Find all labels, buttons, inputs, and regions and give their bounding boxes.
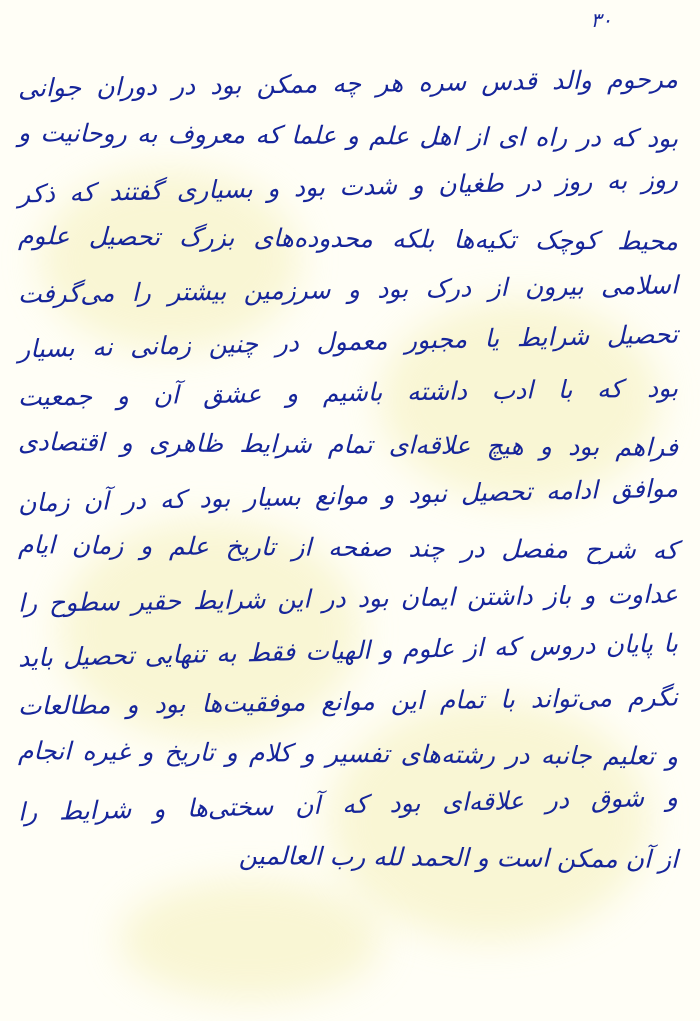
text-line: با پایان دروس که از علوم و الهیات فقط به تنهایی تحصیل باید xyxy=(17,628,679,673)
paper-stain xyxy=(120,880,380,1000)
page-number: ۳۰ xyxy=(590,8,612,32)
text-line: بود که در راه ای از اهل علم و علما که معروف به روحانیت و xyxy=(17,117,679,153)
text-line: از آن ممکن است و الحمد لله رب العالمین xyxy=(238,840,679,874)
text-line: و شوق در علاقه‌ای بود که آن سختی‌ها و شرایط را xyxy=(17,782,679,827)
text-line: تحصیل شرایط یا مجبور معمول در چنین زمانی نه بسیار xyxy=(17,319,679,364)
text-line: روز به روز در طغیان و شدت بود و بسیاری گفتند که ذکر xyxy=(17,164,679,209)
text-line: مرحوم والد قدس سره هر چه ممکن بود در دوران جوانی xyxy=(17,64,679,103)
text-line: محیط کوچک تکیه‌ها بلکه محدوده‌های بزرگ تحصیل علوم xyxy=(17,220,679,256)
text-line: که شرح مفصل در چند صفحه از تاریخ علم و زمان ایام xyxy=(17,529,679,565)
text-line: اسلامی بیرون از درک بود و سرزمین بیشتر را می‌گرفت xyxy=(17,270,679,309)
text-line: بود که با ادب داشته باشیم و عشق آن و جمعیت xyxy=(17,373,679,412)
handwritten-text-body xyxy=(0,58,700,882)
text-line: موافق ادامه تحصیل نبود و موانع بسیار بود که در آن زمان xyxy=(17,473,679,518)
text-line: عداوت و باز داشتن ایمان بود در این شرایط حقیر سطوح را xyxy=(17,579,679,618)
text-line: فراهم بود و هیچ علاقه‌ای تمام شرایط ظاهری و اقتصادی xyxy=(17,426,679,462)
text-line: نگرم می‌تواند با تمام این موانع موفقیت‌ها بود و مطالعات xyxy=(17,682,679,721)
text-line: و تعلیم جانبه در رشته‌های تفسیر و کلام و تاریخ و غیره انجام xyxy=(17,735,679,771)
